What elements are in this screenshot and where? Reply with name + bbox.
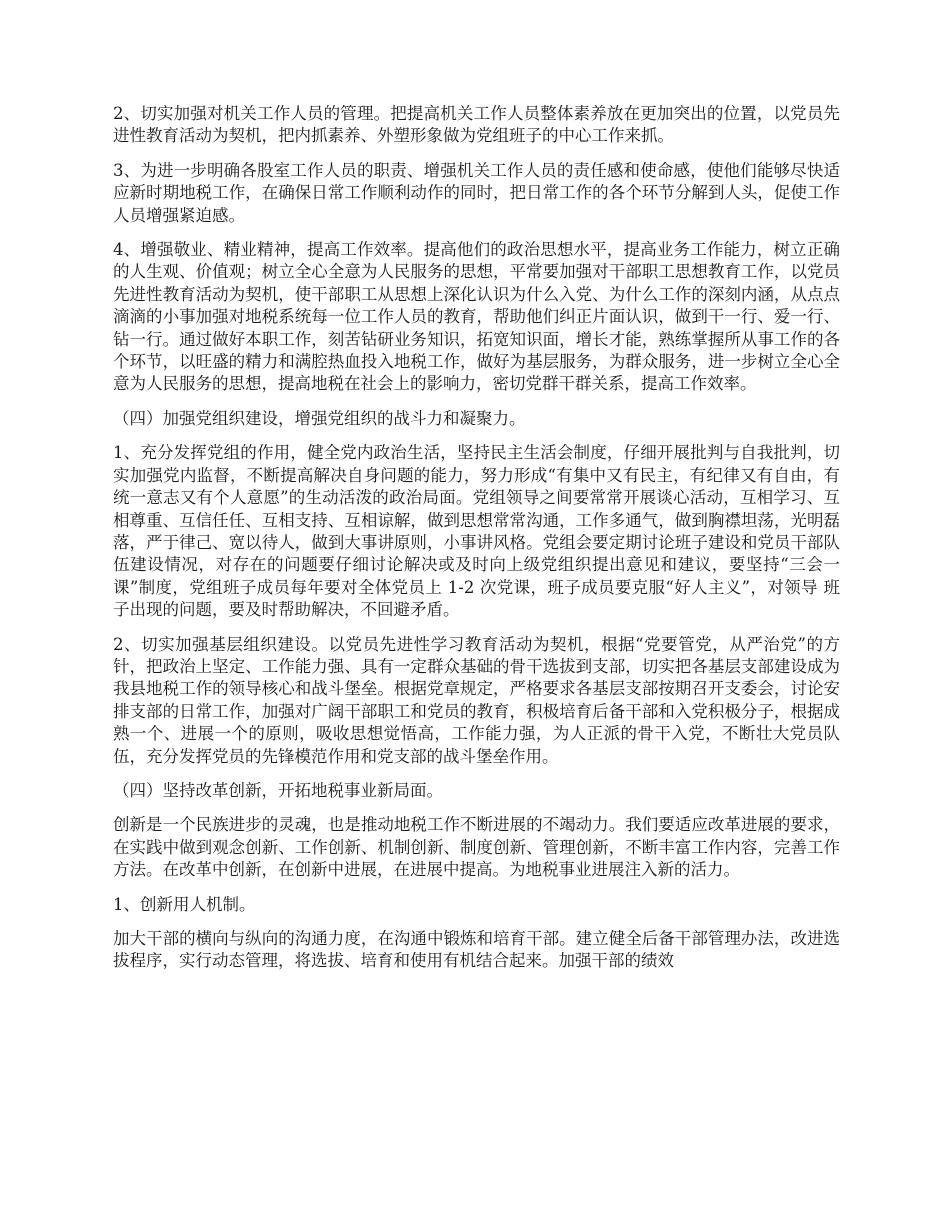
paragraph-cadre-exchange: 加大干部的横向与纵向的沟通力度，在沟通中锻炼和培育干部。建立健全后备干部管理办法，改进选拔程序，实行动态管理，将选拔、培育和使用有机结合起来。加强干部的绩效 bbox=[113, 929, 840, 971]
paragraph-staff-management: 2、切实加强对机关工作人员的管理。把提高机关工作人员整体素养放在更加突出的位置，以党员先进性教育活动为契机，把内抓素养、外塑形象做为党组班子的中心工作来抓。 bbox=[113, 104, 840, 146]
paragraph-party-group-role: 1、充分发挥党组的作用，健全党内政治生活，坚持民主生活会制度，仔细开展批判与自我批判，切实加强党内监督，不断提高解决自身问题的能力，努力形成“有集中又有民主，有纪律又有自由，有统一意志又有个人意愿”的生动活泼的政治局面。党组领导之间要常常开展谈心活动，互相学习、互相尊重、互信任任、互相支持、互相谅解，做到思想常常沟通，工作多通气，做到胸襟坦荡，光明磊落，严于律己、宽以待人，做到大事讲原则，小事讲风格。党组会要定期讨论班子建设和党员干部队伍建设情况，对存在的问题要仔细讨论解决或及时向上级党组织提出意见和建议，要坚持“三会一课”制度，党组班子成员每年要对全体党员上 1-2 次党课，班子成员要克服“好人主义”，对领导 班子出现的问题，要及时帮助解决，不回避矛盾。 bbox=[113, 443, 840, 620]
paragraph-grassroots-organization: 2、切实加强基层组织建设。以党员先进性学习教育活动为契机，根据“党要管党，从严治党”的方针，把政治上坚定、工作能力强、具有一定群众基础的骨干选拔到支部，切实把各基层支部建设成为我县地税工作的领导核心和战斗堡垒。根据党章规定，严格要求各基层支部按期召开支委会，讨论安排支部的日常工作，加强对广阔干部职工和党员的教育，积极培育后备干部和入党积极分子，根据成熟一个、进展一个的原则，吸收思想觉悟高，工作能力强，为人正派的骨干入党，不断壮大党员队伍，充分发挥党员的先锋模范作用和党支部的战斗堡垒作用。 bbox=[113, 634, 840, 766]
subheading-employment-mechanism: 1、创新用人机制。 bbox=[113, 894, 256, 914]
paragraph-duties: 3、为进一步明确各股室工作人员的职责、增强机关工作人员的责任感和使命感，使他们能够尽快适应新时期地税工作，在确保日常工作顺利动作的同时，把日常工作的各个环节分解到人头，促使工作人员增强紧迫感。 bbox=[113, 160, 840, 225]
document-body bbox=[113, 103, 840, 985]
paragraph-innovation: 创新是一个民族进步的灵魂，也是推动地税工作不断进展的不竭动力。我们要适应改革进展的要求，在实践中做到观念创新、工作创新、机制创新、制度创新、管理创新，不断丰富工作内容，完善工作方法。在改革中创新，在创新中进展，在进展中提高。为地税事业进展注入新的活力。 bbox=[113, 815, 840, 880]
section-heading-party-building: （四）加强党组织建设，增强党组织的战斗力和凝聚力。 bbox=[113, 408, 526, 428]
paragraph-dedication: 4、增强敬业、精业精神，提高工作效率。提高他们的政治思想水平，提高业务工作能力，树立正确的人生观、价值观；树立全心全意为人民服务的思想，平常要加强对干部职工思想教育工作，以党员先进性教育活动为契机，使干部职工从思想上深化认识为什么入党、为什么工作的深刻内涵，从点点滴滴的小事加强对地税系统每一位工作人员的教育，帮助他们纠正片面认识，做到干一行、爱一行、钻一行。通过做好本职工作，刻苦钻研业务知识，拓宽知识面，增长才能，熟练掌握所从事工作的各个环节，以旺盛的精力和满腔热血投入地税工作，做好为基层服务，为群众服务，进一步树立全心全意为人民服务的思想，提高地税在社会上的影响力，密切党群干群关系，提高工作效率。 bbox=[113, 240, 840, 394]
section-heading-reform-innovation: （四）坚持改革创新，开拓地税事业新局面。 bbox=[113, 780, 443, 800]
